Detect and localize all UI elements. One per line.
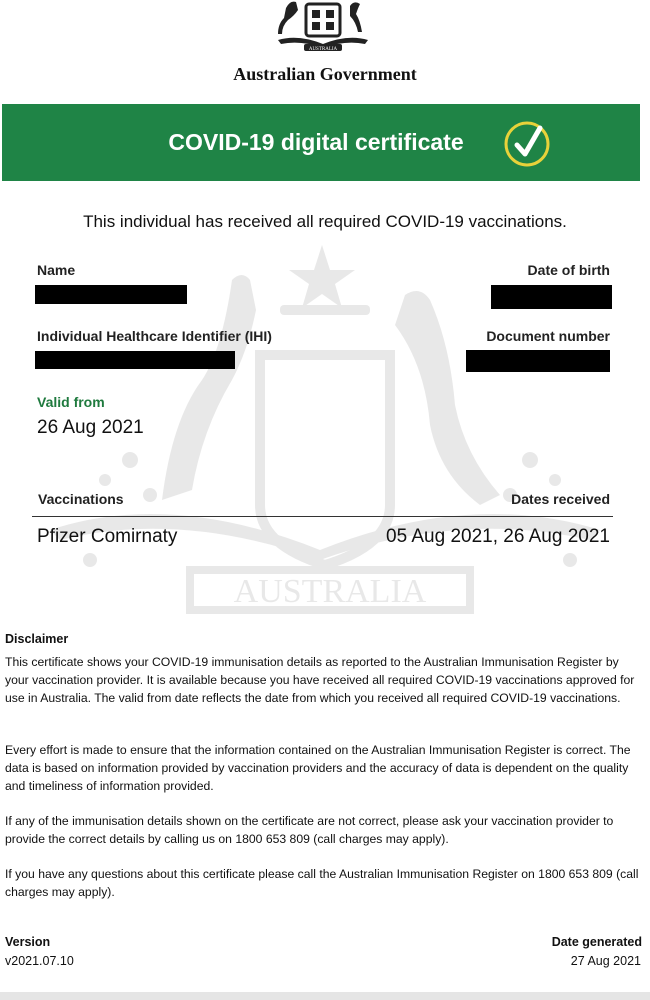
- intro-statement: This individual has received all required COVID-19 vaccinations.: [83, 212, 567, 231]
- name-redacted: [35, 285, 187, 304]
- coat-of-arms-icon: [268, 0, 378, 56]
- ihi-label: Individual Healthcare Identifier (IHI): [37, 328, 272, 344]
- date-generated-label: Date generated: [551, 935, 642, 949]
- certificate-banner: [2, 104, 640, 181]
- check-circle-icon: [502, 118, 552, 168]
- disclaimer-paragraph: If any of the immunisation details shown on the certificate are not correct, please ask your vaccination provider to provide the correct details by calling us on 1800 653 809 (call charges may apply).: [5, 814, 614, 846]
- disclaimer-paragraph: Every effort is made to ensure that the information contained on the Australian Immunisation Register is correct. The data is based on information provided by vaccination providers and the accuracy of data is dependent on the quality and timeliness of information provided.: [5, 743, 631, 793]
- date-generated-value: 27 Aug 2021: [570, 954, 641, 968]
- valid-from-value: 26 Aug 2021: [37, 417, 144, 438]
- dob-label: Date of birth: [527, 262, 610, 278]
- dob-redacted: [491, 285, 612, 309]
- version-value: v2021.07.10: [5, 954, 74, 968]
- disclaimer-paragraph: This certificate shows your COVID-19 immunisation details as reported to the Australian Immunisation Register by your vaccination provider. It is available because you have received all required COVID-19 vaccinations approved for use in Australia. The valid from date reflects the date from which you received all required COVID-19 vaccinations.: [5, 655, 635, 705]
- svg-text:AUSTRALIA: AUSTRALIA: [308, 47, 338, 52]
- vaccinations-header: Vaccinations: [38, 491, 124, 507]
- name-label: Name: [37, 262, 76, 278]
- page-edge: [0, 992, 650, 1000]
- banner-title: COVID-19 digital certificate: [168, 129, 464, 155]
- version-label: Version: [5, 935, 51, 949]
- dates-received-header: Dates received: [511, 491, 610, 507]
- government-title: Australian Government: [233, 64, 417, 84]
- vaccinations-divider: [32, 516, 613, 517]
- vaccine-dates: 05 Aug 2021, 26 Aug 2021: [386, 526, 610, 547]
- disclaimer-title: Disclaimer: [5, 632, 69, 646]
- disclaimer-paragraph: If you have any questions about this certificate please call the Australian Immunisation Register on 1800 653 809 (call charges may apply).: [5, 867, 639, 899]
- ihi-redacted: [35, 351, 235, 369]
- document-number-label: Document number: [486, 328, 610, 344]
- watermark-text: AUSTRALIA: [233, 573, 427, 610]
- vaccine-name: Pfizer Comirnaty: [37, 526, 178, 547]
- valid-from-label: Valid from: [37, 394, 105, 410]
- document-number-redacted: [466, 350, 610, 372]
